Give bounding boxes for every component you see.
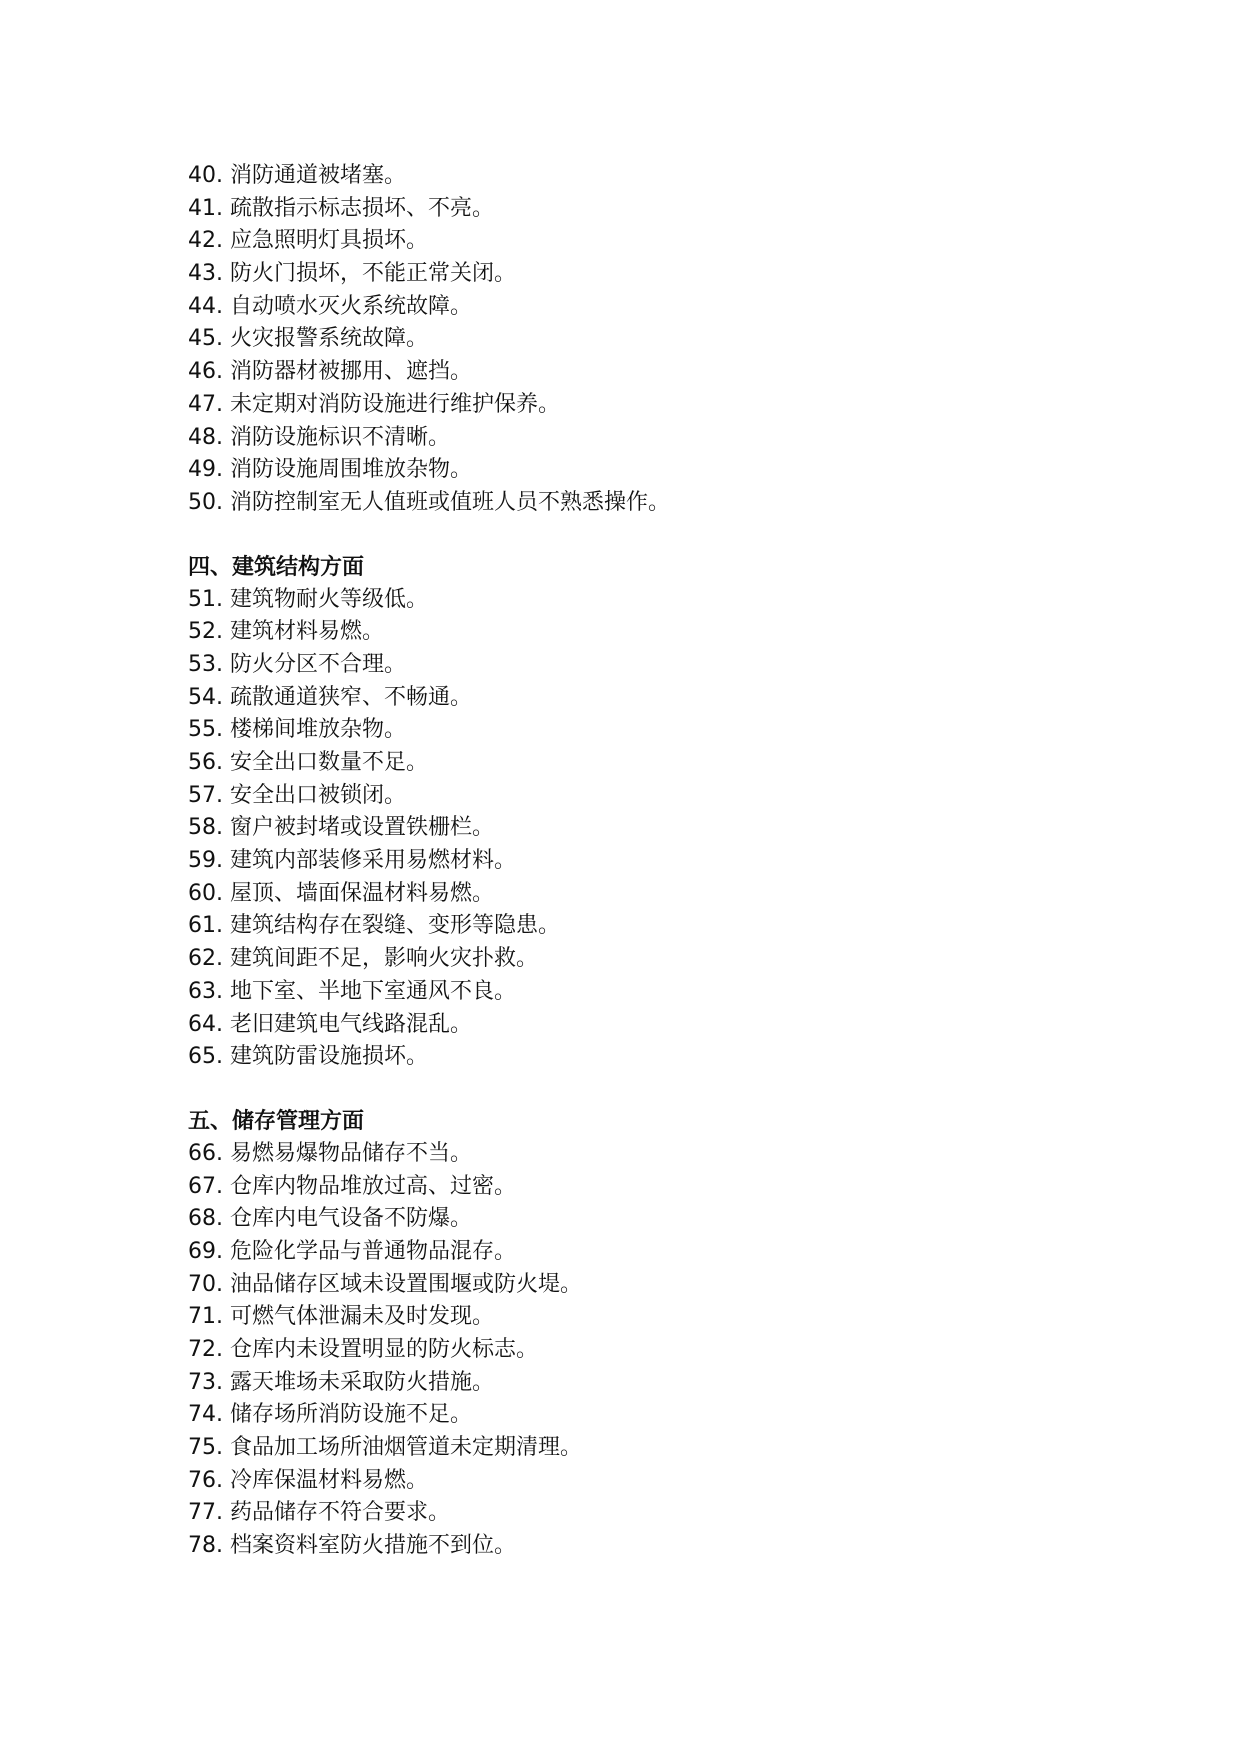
list-item: 42. 应急照明灯具损坏。 (188, 228, 428, 254)
list-item: 54. 疏散通道狭窄、不畅通。 (188, 684, 472, 710)
list-item: 45. 火灾报警系统故障。 (188, 326, 428, 352)
list-item: 71. 可燃气体泄漏未及时发现。 (188, 1304, 494, 1330)
section-fire-facilities (188, 160, 1168, 520)
list-item: 57. 安全出口被锁闭。 (188, 782, 406, 808)
list-item: 70. 油品储存区域未设置围堰或防火堤。 (188, 1271, 582, 1297)
list-item: 41. 疏散指示标志损坏、不亮。 (188, 195, 494, 221)
list-item: 64. 老旧建筑电气线路混乱。 (188, 1011, 472, 1037)
section-heading: 五、储存管理方面 (188, 1108, 365, 1134)
document-body (188, 160, 1168, 1563)
list-item: 73. 露天堆场未采取防火措施。 (188, 1369, 494, 1395)
list-item: 43. 防火门损坏，不能正常关闭。 (188, 261, 516, 287)
list-item: 67. 仓库内物品堆放过高、过密。 (188, 1173, 516, 1199)
list-item: 78. 档案资料室防火措施不到位。 (188, 1533, 516, 1559)
list-item: 49. 消防设施周围堆放杂物。 (188, 457, 472, 483)
list-item: 47. 未定期对消防设施进行维护保养。 (188, 391, 560, 417)
list-item: 74. 储存场所消防设施不足。 (188, 1402, 472, 1428)
list-item: 65. 建筑防雷设施损坏。 (188, 1044, 428, 1070)
list-item: 68. 仓库内电气设备不防爆。 (188, 1206, 472, 1232)
list-item: 55. 楼梯间堆放杂物。 (188, 717, 406, 743)
list-item: 76. 冷库保温材料易燃。 (188, 1467, 428, 1493)
list-item: 66. 易燃易爆物品储存不当。 (188, 1140, 472, 1166)
list-item: 72. 仓库内未设置明显的防火标志。 (188, 1337, 538, 1362)
item-list (188, 584, 1168, 1074)
section-heading: 四、建筑结构方面 (188, 554, 365, 580)
list-item: 69. 危险化学品与普通物品混存。 (188, 1238, 516, 1264)
list-item: 50. 消防控制室无人值班或值班人员不熟悉操作。 (188, 489, 670, 515)
list-item: 58. 窗户被封堵或设置铁栅栏。 (188, 815, 494, 841)
list-item: 62. 建筑间距不足，影响火灾扑救。 (188, 946, 538, 972)
list-item: 60. 屋顶、墙面保温材料易燃。 (188, 880, 494, 906)
list-item: 59. 建筑内部装修采用易燃材料。 (188, 848, 516, 874)
list-item: 53. 防火分区不合理。 (188, 651, 406, 677)
list-item: 46. 消防器材被挪用、遮挡。 (188, 359, 472, 385)
list-item: 75. 食品加工场所油烟管道未定期清理。 (188, 1435, 582, 1461)
list-item: 56. 安全出口数量不足。 (188, 750, 428, 775)
list-item: 48. 消防设施标识不清晰。 (188, 424, 450, 450)
list-item: 44. 自动喷水灭火系统故障。 (188, 293, 472, 319)
list-item: 51. 建筑物耐火等级低。 (188, 586, 428, 612)
list-item: 63. 地下室、半地下室通风不良。 (188, 978, 516, 1004)
list-item: 77. 药品储存不符合要求。 (188, 1500, 450, 1526)
item-list (188, 160, 1168, 520)
section-building-structure (188, 552, 1168, 1074)
section-storage-management (188, 1106, 1168, 1563)
item-list (188, 1138, 1168, 1563)
list-item: 40. 消防通道被堵塞。 (188, 163, 406, 188)
list-item: 52. 建筑材料易燃。 (188, 619, 384, 645)
list-item: 61. 建筑结构存在裂缝、变形等隐患。 (188, 913, 560, 939)
